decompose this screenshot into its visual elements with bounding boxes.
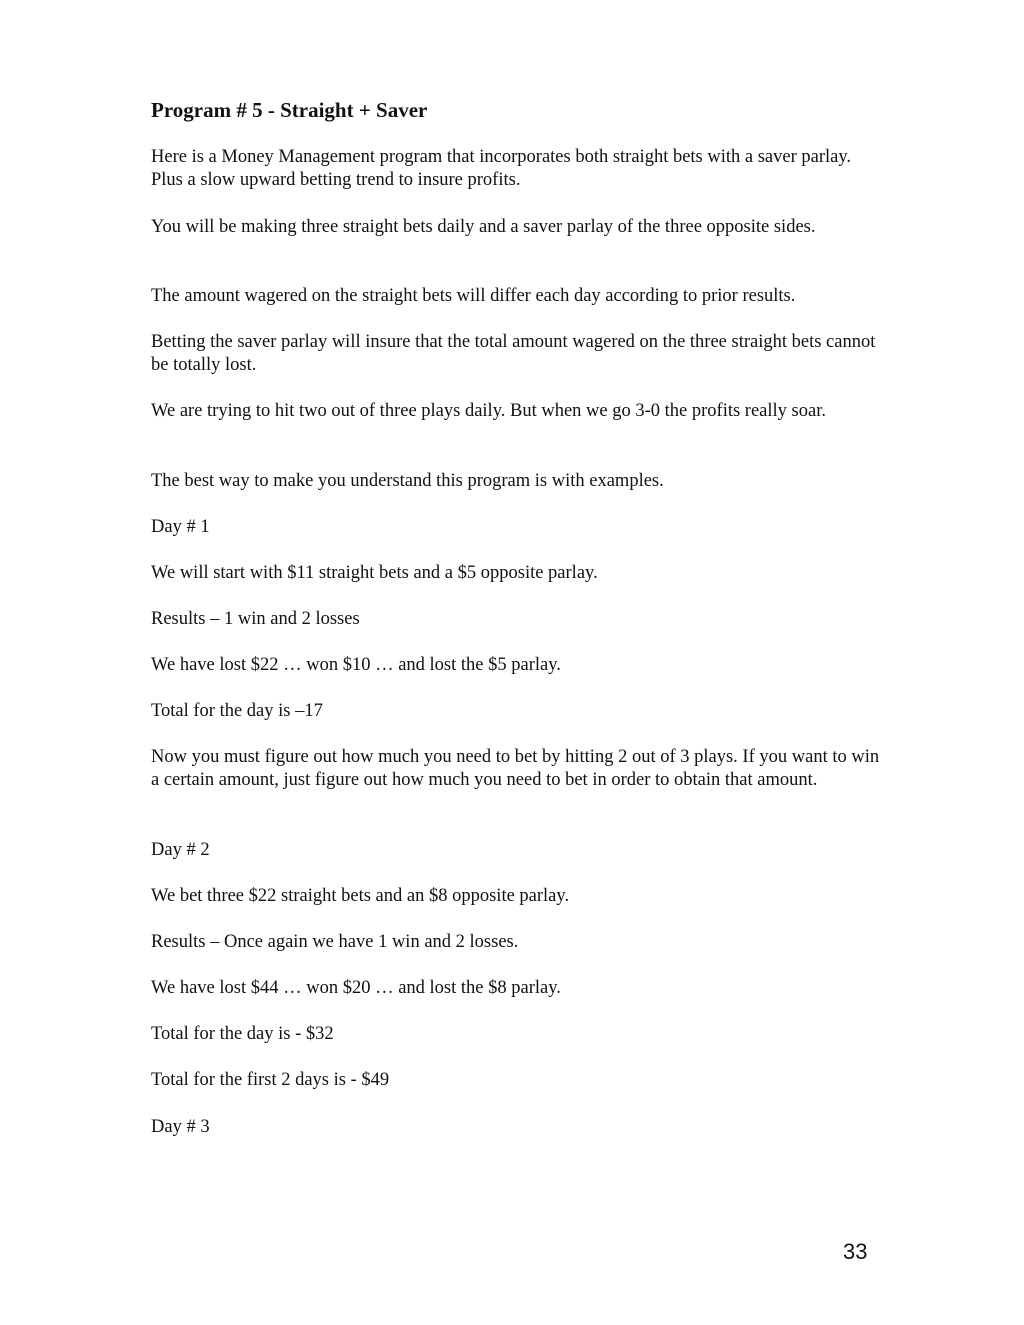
paragraph-examples: The best way to make you understand this program is with examples. [151,471,664,491]
paragraph-day2-total: Total for the day is - $32 [151,1024,334,1044]
day-heading-2: Day # 2 [151,840,210,860]
paragraph-day2-results: Results – Once again we have 1 win and 2 losses. [151,932,519,952]
page-number: 33 [843,1239,868,1264]
paragraph-day2-tally: We have lost $44 … won $20 … and lost the $8 parlay. [151,978,561,998]
paragraph-two-day-total: Total for the first 2 days is - $49 [151,1070,390,1090]
paragraph-day1-total: Total for the day is –17 [151,701,323,721]
paragraph-goal: We are trying to hit two out of three plays daily. But when we go 3-0 the profits really soar. [151,401,826,421]
page-title: Program # 5 - Straight + Saver [151,98,428,122]
paragraph-day1-tally: We have lost $22 … won $10 … and lost the $5 parlay. [151,655,561,675]
paragraph-amount: The amount wagered on the straight bets will differ each day according to prior results. [151,286,796,306]
paragraph-day1-start: We will start with $11 straight bets and a $5 opposite parlay. [151,563,598,583]
paragraph-intro: Here is a Money Management program that incorporates both straight bets with a saver parlay. Plus a slow upward betting trend to insure profits. [151,147,852,190]
paragraph-figure-out: Now you must figure out how much you need to bet by hitting 2 out of 3 plays. If you want to win a certain amount, just figure out how much you need to bet in order to obtain that amount. [151,747,880,790]
paragraph-day1-results: Results – 1 win and 2 losses [151,609,360,629]
paragraph-saver: Betting the saver parlay will insure that the total amount wagered on the three straight bets cannot be totally lost. [151,332,876,375]
paragraph-day2-bet: We bet three $22 straight bets and an $8 opposite parlay. [151,886,570,906]
paragraph-three-bets: You will be making three straight bets daily and a saver parlay of the three opposite sides. [151,217,816,237]
day-heading-1: Day # 1 [151,517,210,537]
day-heading-3: Day # 3 [151,1117,210,1137]
